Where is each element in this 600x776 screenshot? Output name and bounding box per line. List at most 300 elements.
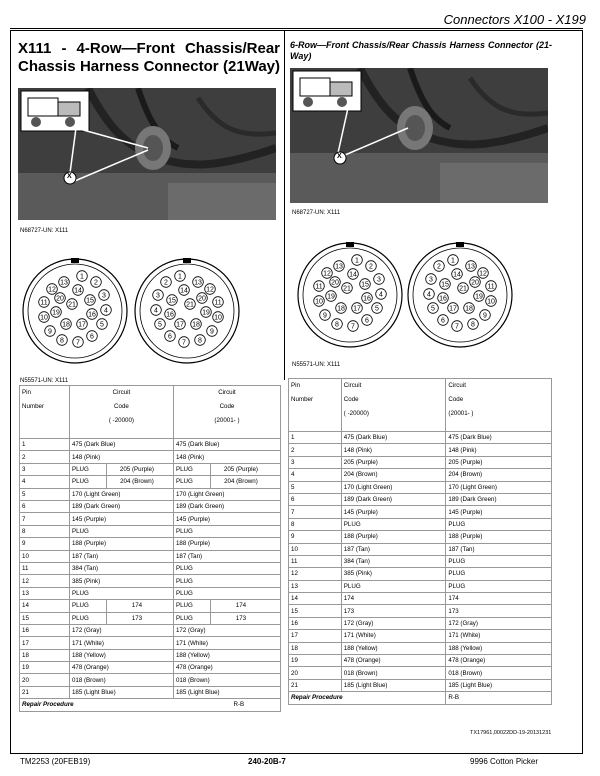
footer-left: TM2253 (20FEB19) [20,757,91,766]
pin-label: 5 [375,305,379,313]
harness-photo-left [18,88,276,220]
circuit-cell-2: 148 (Pink) [446,444,552,456]
circuit-code: PLUG [174,464,211,475]
right-title: 6-Row—Front Chassis/Rear Chassis Harness Connector (21-Way) [290,40,552,61]
pin-label: 9 [48,328,52,336]
circuit-cell-2: 478 (Orange) [446,655,552,667]
circuit-cell-1 [69,463,173,475]
pin-cell: 17 [20,637,70,649]
table-row [289,506,552,518]
circuit-code: PLUG [70,613,107,624]
pin-cell: 9 [20,538,70,550]
circuit-cell-2: 170 (Light Green) [173,488,280,500]
column-divider [284,30,285,380]
pin-label: 10 [487,298,495,306]
table-row [289,469,552,481]
circuit-cell-2: PLUG [173,587,280,599]
circuit-cell-1: 385 (Pink) [341,568,446,580]
pin-label: 14 [349,271,357,279]
pin-label: 20 [471,279,479,287]
circuit-cell-2: PLUG [446,580,552,592]
table-header-row [289,379,552,432]
right-photo-caption: N68727-UN: X111 [292,210,341,216]
header-range-2: (20001- ) [214,417,240,424]
header-number: Number [291,396,314,403]
pin-cell: 20 [289,667,342,679]
circuit-cell-1: PLUG [341,518,446,530]
table-row [20,550,281,562]
circuit-code: PLUG [174,600,211,611]
connector-key [183,258,191,263]
circuit-cell-1 [69,612,173,624]
connector-face-left-a [20,256,130,366]
header-range-1: ( -20000) [108,417,134,424]
pin-cell: 13 [289,580,342,592]
circuit-cell-2 [173,463,280,475]
pin-cell: 15 [289,605,342,617]
pin-label: 6 [365,317,369,325]
pin-label: 20 [198,295,206,303]
circuit-code-alt: 174 [131,602,143,610]
pin-label: 15 [361,281,369,289]
pin-cell: 12 [20,575,70,587]
pin-cell: 9 [289,531,342,543]
circuit-cell-1: 478 (Orange) [69,662,173,674]
table-row [20,662,281,674]
left-title: X111 - 4-Row—Front Chassis/Rear Chassis Harness Connector (21Way) [18,40,280,75]
pin-label: 11 [487,283,495,291]
pin-cell: 10 [20,550,70,562]
pin-cell: 1 [289,432,342,444]
table-row [20,439,281,451]
circuit-cell-1: 171 (White) [69,637,173,649]
repair-label: Repair Procedure [22,701,74,709]
circuit-cell-2: 145 (Purple) [446,506,552,518]
circuit-cell-2: PLUG [446,568,552,580]
pin-label: 10 [214,314,222,322]
table-row [289,580,552,592]
circuit-cell-2: 172 (Gray) [173,624,280,636]
pin-label: 11 [40,299,48,307]
pin-label: 2 [164,279,168,287]
pin-label: 3 [156,292,160,300]
circuit-cell-1: 384 (Tan) [69,562,173,574]
table-row [20,674,281,686]
connector-face-right-a [295,240,405,350]
table-row [289,605,552,617]
right-photo [290,68,548,203]
circuit-cell-2: 174 [446,593,552,605]
circuit-code-alt: 205 (Purple) [223,465,258,473]
circuit-cell-2: 171 (White) [173,637,280,649]
table-row [289,617,552,629]
table-row [289,667,552,679]
circuit-cell-1: 385 (Pink) [69,575,173,587]
section-header: Connectors X100 - X199 [443,12,586,27]
left-photo-caption: N68727-UN: X111 [20,228,69,234]
header-code-1: Code [114,403,129,410]
circuit-cell-2: 018 (Brown) [446,667,552,679]
pin-label: 17 [176,321,184,329]
pin-label: 9 [483,312,487,320]
circuit-code: PLUG [174,613,211,624]
pin-label: 21 [68,301,76,309]
circuit-cell-2: 188 (Purple) [173,538,280,550]
table-row [289,679,552,691]
table-row [20,562,281,574]
pin-cell: 7 [20,513,70,525]
circuit-cell-2: 172 (Gray) [446,617,552,629]
pin-label: 8 [335,321,339,329]
table-row [20,600,281,612]
pin-label: 9 [323,312,327,320]
pin-label: 11 [214,299,222,307]
circuit-cell-1: 188 (Purple) [341,531,446,543]
header-rule [10,28,583,29]
circuit-cell-1 [69,600,173,612]
left-photo-callout: X [67,173,72,180]
table-row [289,444,552,456]
pin-label: 18 [62,321,70,329]
circuit-cell-2: 148 (Pink) [173,451,280,463]
pin-cell: 7 [289,506,342,518]
circuit-cell-2: 475 (Dark Blue) [446,432,552,444]
circuit-code-alt: 205 (Purple) [119,465,154,473]
circuit-cell-2 [173,612,280,624]
pin-cell: 16 [20,624,70,636]
pin-cell: 3 [289,456,342,468]
repair-value: R-B [448,694,460,702]
table-row [289,655,552,667]
pin-label: 12 [48,286,56,294]
doc-reference: TX17961,00022DD-19-20131231 [470,730,552,736]
connector-key [346,242,354,247]
pin-label: 1 [178,273,182,281]
table-row [20,575,281,587]
connector-key [456,242,464,247]
circuit-cell-2: 187 (Tan) [173,550,280,562]
pin-label: 5 [158,321,162,329]
pin-label: 2 [437,263,441,271]
pin-label: 4 [154,307,158,315]
circuit-code: PLUG [70,464,107,475]
circuit-cell-1 [69,476,173,488]
pin-label: 19 [327,293,335,301]
table-row [20,637,281,649]
pin-cell: 1 [20,439,70,451]
repair-row [289,692,552,704]
header-code-1: Code [343,396,359,403]
header-number: Number [22,403,45,410]
circuit-cell-1: PLUG [69,525,173,537]
circuit-cell-1: 185 (Light Blue) [69,686,173,698]
pin-label: 9 [210,328,214,336]
circuit-cell-2: 188 (Yellow) [446,642,552,654]
pin-label: 20 [331,279,339,287]
circuit-cell-1: 204 (Brown) [341,469,446,481]
pin-label: 15 [86,297,94,305]
pin-label: 19 [202,309,210,317]
circuit-cell-1: 173 [341,605,446,617]
circuit-cell-1: 187 (Tan) [341,543,446,555]
footer-center: 240-20B-7 [248,757,286,766]
pin-label: 16 [166,311,174,319]
pin-label: 18 [192,321,200,329]
circuit-cell-1: 148 (Pink) [69,451,173,463]
circuit-cell-2: 475 (Dark Blue) [173,439,280,451]
connector-key [71,258,79,263]
circuit-cell-2: 145 (Purple) [173,513,280,525]
circuit-cell-2: 189 (Dark Green) [446,493,552,505]
pin-label: 21 [186,301,194,309]
footer-right: 9996 Cotton Picker [470,757,539,766]
pin-label: 1 [451,257,455,265]
pin-label: 2 [94,279,98,287]
table-row [289,481,552,493]
circuit-cell-2: PLUG [173,525,280,537]
circuit-cell-1: 172 (Gray) [341,617,446,629]
pin-label: 12 [479,270,487,278]
pin-cell: 18 [289,642,342,654]
circuit-cell-1: PLUG [341,580,446,592]
table-row [20,686,281,698]
circuit-cell-2 [173,476,280,488]
pin-label: 12 [206,286,214,294]
pin-cell: 11 [20,562,70,574]
table-row [289,456,552,468]
table-row [20,649,281,661]
circuit-cell-2: 173 [446,605,552,617]
pin-cell: 8 [289,518,342,530]
pin-cell: 4 [20,476,70,488]
connector-face-left-b [132,256,242,366]
pin-label: 8 [60,337,64,345]
table-row [20,500,281,512]
table-row [289,432,552,444]
pin-cell: 5 [289,481,342,493]
pin-cell: 16 [289,617,342,629]
circuit-code-alt: 174 [235,602,247,610]
circuit-cell-2: 188 (Yellow) [173,649,280,661]
header-circuit-1: Circuit [343,382,362,389]
circuit-code: PLUG [70,476,107,487]
pin-cell: 6 [289,493,342,505]
table-row [20,525,281,537]
pin-cell: 4 [289,469,342,481]
table-row [289,593,552,605]
right-connector-caption: N55571-UN: X111 [292,362,341,368]
right-photo-callout: X [337,153,342,160]
circuit-cell-1: 148 (Pink) [341,444,446,456]
circuit-cell-1: 188 (Yellow) [341,642,446,654]
circuit-cell-2: 185 (Light Blue) [173,686,280,698]
pin-label: 7 [351,323,355,331]
pin-cell: 2 [20,451,70,463]
circuit-cell-1: 174 [341,593,446,605]
circuit-cell-2: 187 (Tan) [446,543,552,555]
circuit-cell-2: 189 (Dark Green) [173,500,280,512]
circuit-cell-1: 185 (Light Blue) [341,679,446,691]
table-row [289,543,552,555]
table-row [289,630,552,642]
pin-cell: 13 [20,587,70,599]
pin-cell: 14 [289,593,342,605]
circuit-cell-2: PLUG [173,575,280,587]
pin-label: 19 [52,309,60,317]
circuit-cell-2: PLUG [446,555,552,567]
circuit-cell-2: 018 (Brown) [173,674,280,686]
circuit-cell-1: 189 (Dark Green) [69,500,173,512]
pin-label: 10 [315,298,323,306]
pin-label: 20 [56,295,64,303]
pin-label: 3 [377,276,381,284]
circuit-cell-1: 170 (Light Green) [341,481,446,493]
circuit-cell-1: 018 (Brown) [69,674,173,686]
left-pin-table [19,385,281,712]
pin-label: 13 [194,279,202,287]
pin-label: 7 [76,339,80,347]
circuit-cell-1: 188 (Purple) [69,538,173,550]
table-row [289,642,552,654]
pin-label: 21 [459,285,467,293]
circuit-code-alt: 173 [235,614,247,622]
pin-label: 14 [74,287,82,295]
circuit-cell-1: 145 (Purple) [341,506,446,518]
header-circuit-1: Circuit [112,389,131,396]
header-pin: Pin [291,382,300,389]
table-row [20,538,281,550]
pin-label: 3 [102,292,106,300]
circuit-cell-2: 478 (Orange) [173,662,280,674]
pin-cell: 18 [20,649,70,661]
pin-cell: 6 [20,500,70,512]
table-row [289,531,552,543]
circuit-code-alt: 204 (Brown) [120,478,154,486]
circuit-cell-2: 188 (Purple) [446,531,552,543]
repair-label: Repair Procedure [291,694,343,702]
circuit-cell-1: 475 (Dark Blue) [69,439,173,451]
circuit-cell-2: 204 (Brown) [446,469,552,481]
pin-label: 17 [449,305,457,313]
pin-cell: 17 [289,630,342,642]
repair-value: R-B [233,701,245,709]
table-row [20,488,281,500]
circuit-cell-1: 172 (Gray) [69,624,173,636]
circuit-cell-2 [173,600,280,612]
pin-label: 5 [431,305,435,313]
header-code-2: Code [448,396,464,403]
pin-cell: 15 [20,612,70,624]
circuit-cell-1: 018 (Brown) [341,667,446,679]
circuit-code: PLUG [70,600,107,611]
table-row [20,476,281,488]
pin-cell: 19 [289,655,342,667]
pin-label: 1 [355,257,359,265]
pin-label: 17 [78,321,86,329]
pin-label: 5 [100,321,104,329]
circuit-code: PLUG [174,476,211,487]
table-row [289,568,552,580]
circuit-cell-2: 185 (Light Blue) [446,679,552,691]
table-row [289,555,552,567]
pin-label: 18 [465,305,473,313]
pin-label: 6 [441,317,445,325]
pin-cell: 5 [20,488,70,500]
pin-label: 15 [441,281,449,289]
table-row [20,513,281,525]
pin-label: 11 [315,283,323,291]
pin-cell: 21 [20,686,70,698]
pin-label: 6 [168,333,172,341]
right-pin-table [288,378,552,705]
circuit-cell-1: 170 (Light Green) [69,488,173,500]
circuit-cell-1: 478 (Orange) [341,655,446,667]
circuit-code-alt: 173 [131,614,143,622]
table-row [20,451,281,463]
pin-label: 4 [104,307,108,315]
left-connector-caption: N55571-UN: X111 [20,378,69,384]
pin-label: 13 [60,279,68,287]
pin-label: 13 [335,263,343,271]
circuit-cell-1: PLUG [69,587,173,599]
pin-label: 18 [337,305,345,313]
circuit-cell-2: 205 (Purple) [446,456,552,468]
circuit-cell-1: 205 (Purple) [341,456,446,468]
pin-cell: 8 [20,525,70,537]
circuit-code-alt: 204 (Brown) [224,478,258,486]
pin-cell: 14 [20,600,70,612]
left-photo [18,88,276,220]
pin-label: 7 [455,323,459,331]
pin-label: 10 [40,314,48,322]
circuit-cell-1: 188 (Yellow) [69,649,173,661]
pin-cell: 10 [289,543,342,555]
circuit-cell-2: 170 (Light Green) [446,481,552,493]
circuit-cell-2: PLUG [173,562,280,574]
circuit-cell-1: 145 (Purple) [69,513,173,525]
pin-label: 4 [379,291,383,299]
pin-label: 3 [429,276,433,284]
harness-photo-right [290,68,548,203]
repair-row [20,699,281,711]
circuit-cell-2: PLUG [446,518,552,530]
circuit-cell-1: 171 (White) [341,630,446,642]
pin-label: 17 [353,305,361,313]
pin-label: 1 [80,273,84,281]
table-row [20,612,281,624]
pin-label: 13 [467,263,475,271]
pin-label: 19 [475,293,483,301]
header-circuit-2: Circuit [448,382,466,389]
header-range-2: (20001- ) [448,410,474,417]
header-pin: Pin [22,389,31,396]
table-row [289,518,552,530]
connector-face-right-b [405,240,515,350]
circuit-cell-1: 189 (Dark Green) [341,493,446,505]
pin-cell: 21 [289,679,342,691]
pin-label: 8 [198,337,202,345]
table-header-row [20,386,281,439]
pin-cell: 11 [289,555,342,567]
pin-cell: 19 [20,662,70,674]
pin-cell: 3 [20,463,70,475]
table-row [289,493,552,505]
pin-cell: 12 [289,568,342,580]
circuit-cell-2: 171 (White) [446,630,552,642]
pin-label: 8 [471,321,475,329]
pin-label: 4 [427,291,431,299]
header-range-1: ( -20000) [343,410,369,417]
